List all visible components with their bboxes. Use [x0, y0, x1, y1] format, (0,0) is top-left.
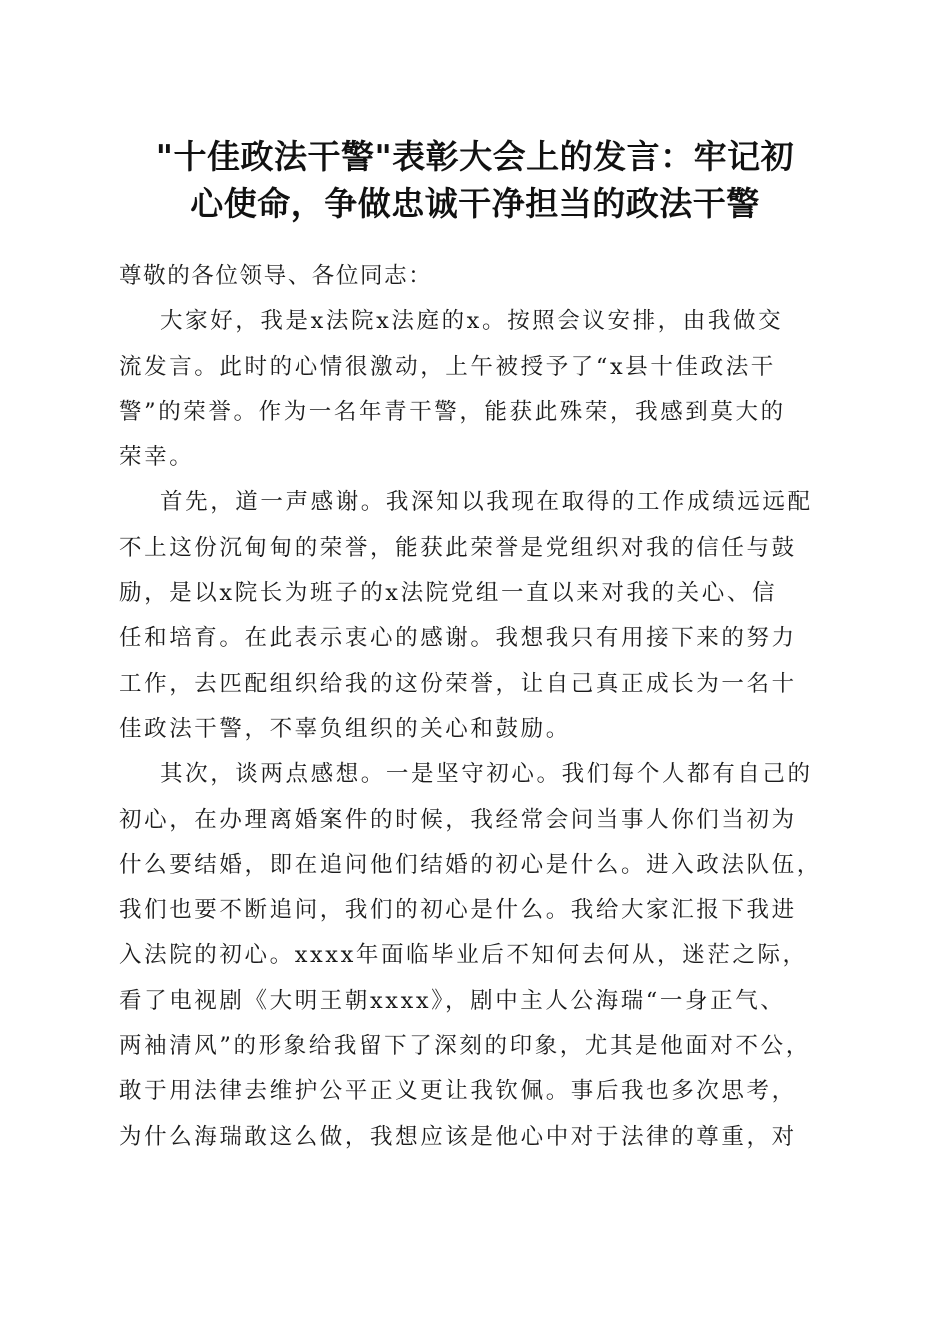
paragraph-2-line: 工作，去匹配组织给我的这份荣誉，让自己真正成长为一名十 [119, 670, 797, 697]
salutation: 尊敬的各位领导、各位同志： [119, 263, 433, 289]
title-line-1: "十佳政法干警"表彰大会上的发言：牢记初 [155, 137, 795, 176]
paragraph-3-line: 两袖清风”的形象给我留下了深刻的印象，尤其是他面对不公， [119, 1033, 811, 1060]
paragraph-2-line: 佳政法干警，不辜负组织的关心和鼓励。 [119, 715, 571, 742]
paragraph-3-line: 看了电视剧《大明王朝xxxx》，剧中主人公海瑞“一身正气、 [119, 987, 786, 1014]
paragraph-2-line: 不上这份沉甸甸的荣誉，能获此荣誉是党组织对我的信任与鼓 [119, 534, 797, 561]
paragraph-1-line: 流发言。此时的心情很激动，上午被授予了“x县十佳政法干 [119, 353, 776, 380]
paragraph-1-line: 荣幸。 [119, 444, 195, 471]
paragraph-3-line: 我们也要不断追问，我们的初心是什么。我给大家汇报下我进 [119, 897, 797, 924]
paragraph-1-line: 警”的荣誉。作为一名年青干警，能获此殊荣，我感到莫大的 [119, 398, 786, 425]
paragraph-3-line: 其次，谈两点感想。一是坚守初心。我们每个人都有自己的 [160, 761, 813, 788]
paragraph-3-line: 入法院的初心。xxxx年面临毕业后不知何去何从，迷茫之际， [119, 942, 808, 969]
paragraph-2-line: 励，是以x院长为班子的x法院党组一直以来对我的关心、信 [119, 580, 778, 607]
document-title [100, 133, 850, 227]
paragraph-2-line: 任和培育。在此表示衷心的感谢。我想我只有用接下来的努力 [119, 625, 797, 652]
paragraph-3-line: 什么要结婚，即在追问他们结婚的初心是什么。进入政法队伍， [119, 851, 822, 878]
paragraph-3-line: 初心，在办理离婚案件的时候，我经常会问当事人你们当初为 [119, 806, 797, 833]
paragraph-1-line: 大家好，我是x法院x法庭的x。按照会议安排，由我做交 [160, 308, 784, 335]
paragraph-3-line: 敢于用法律去维护公平正义更让我钦佩。事后我也多次思考， [119, 1078, 797, 1105]
paragraph-3-line: 为什么海瑞敢这么做，我想应该是他心中对于法律的尊重，对 [119, 1123, 797, 1150]
document-body [119, 254, 834, 1160]
title-line-2: 心使命，争做忠诚干净担当的政法干警 [190, 184, 760, 223]
paragraph-2-line: 首先，道一声感谢。我深知以我现在取得的工作成绩远远配 [160, 489, 813, 516]
